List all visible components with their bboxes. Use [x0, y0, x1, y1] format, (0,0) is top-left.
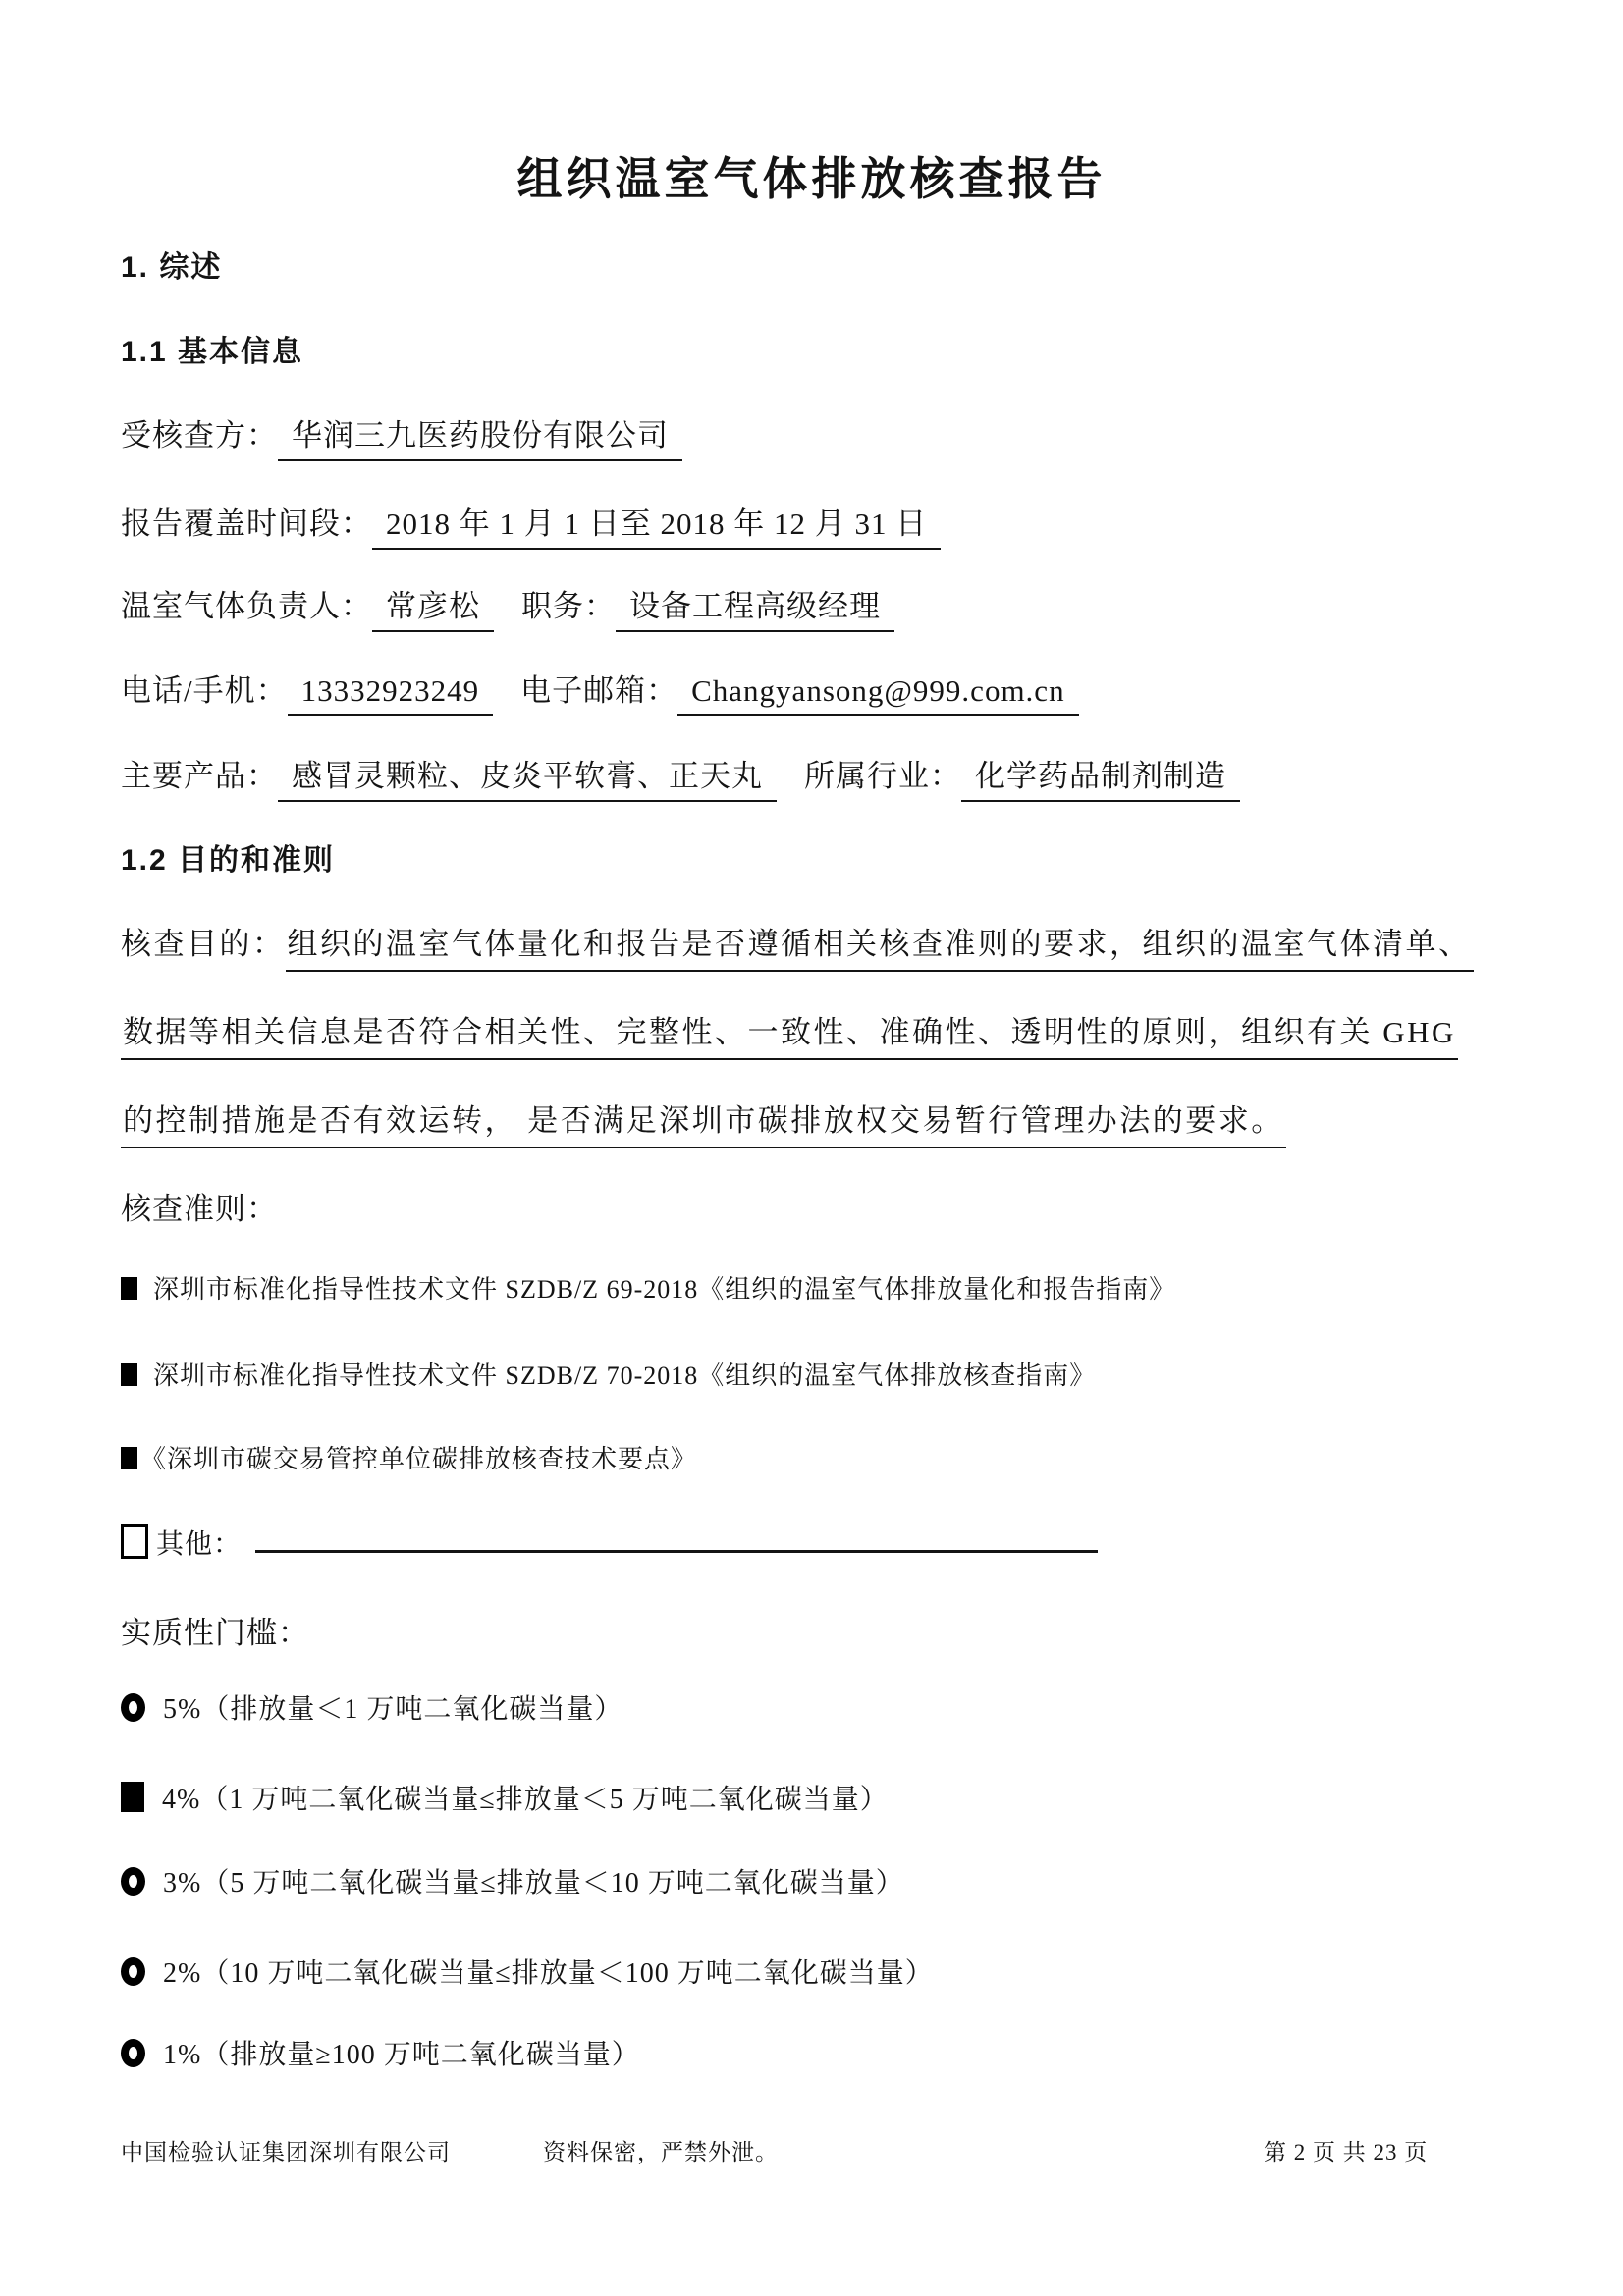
- ring-marker: [121, 2039, 145, 2067]
- email-label: 电子邮箱：: [520, 673, 678, 708]
- auditee-value: 华润三九医药股份有限公司: [278, 410, 682, 461]
- field-period: [121, 499, 941, 550]
- position-value: 设备工程高级经理: [616, 581, 894, 632]
- filled-square-marker: [121, 1447, 137, 1469]
- criteria-item-2: [121, 1356, 1096, 1392]
- purpose-line-1: [121, 919, 1474, 972]
- filled-square-marker: [121, 1277, 137, 1300]
- option-text: 1%（排放量≥100 万吨二氧化碳当量）: [163, 2040, 640, 2070]
- threshold-option-3: [121, 1861, 904, 1900]
- purpose-text-2: 数据等相关信息是否符合相关性、完整性、一致性、准确性、透明性的原则，组织有关 GHG: [121, 1007, 1458, 1060]
- ring-marker: [121, 1957, 145, 1986]
- option-text: 4%（1 万吨二氧化碳当量≤排放量＜5 万吨二氧化碳当量）: [162, 1785, 889, 1815]
- criteria-item-text: 深圳市标准化指导性技术文件 SZDB/Z 69-2018《组织的温室气体排放量化和报告指南》: [153, 1275, 1176, 1304]
- purpose-text-1: 组织的温室气体量化和报告是否遵循相关核查准则的要求，组织的温室气体清单、: [286, 919, 1474, 972]
- industry-label: 所属行业：: [804, 759, 961, 793]
- field-products-industry: [121, 751, 1240, 802]
- products-label: 主要产品：: [121, 759, 278, 793]
- products-value: 感冒灵颗粒、皮炎平软膏、正天丸: [278, 751, 777, 802]
- threshold-option-5: [121, 2033, 640, 2072]
- footer-confidential: 资料保密，严禁外泄。: [543, 2140, 779, 2164]
- option-text: 3%（5 万吨二氧化碳当量≤排放量＜10 万吨二氧化碳当量）: [163, 1868, 904, 1898]
- criteria-label: 核查准则：: [121, 1192, 278, 1226]
- period-value: 2018 年 1 月 1 日至 2018 年 12 月 31 日: [372, 499, 941, 550]
- period-label: 报告覆盖时间段：: [121, 507, 372, 541]
- purpose-label: 核查目的：: [121, 927, 286, 961]
- empty-checkbox-marker: [121, 1524, 148, 1559]
- field-ghg-person: [121, 581, 894, 632]
- email-value: Changyansong@999.com.cn: [677, 673, 1078, 716]
- ghg-person-label: 温室气体负责人：: [121, 589, 372, 623]
- purpose-text-3: 的控制措施是否有效运转， 是否满足深圳市碳排放权交易暂行管理办法的要求。: [121, 1095, 1286, 1148]
- criteria-item-3: [121, 1439, 697, 1475]
- heading-purpose-criteria: 1.2 目的和准则: [121, 844, 336, 877]
- threshold-option-1: [121, 1687, 622, 1727]
- criteria-item-1: [121, 1269, 1175, 1306]
- field-auditee: [121, 410, 682, 461]
- auditee-label: 受核查方：: [121, 418, 278, 453]
- criteria-item-text: 《深圳市碳交易管控单位碳排放核查技术要点》: [140, 1445, 698, 1473]
- ring-marker: [121, 1693, 145, 1722]
- footer-page-number: 第 2 页 共 23 页: [1264, 2140, 1429, 2164]
- ring-marker: [121, 1867, 145, 1896]
- heading-basic-info: 1.1 基本信息: [121, 336, 304, 368]
- ghg-person-value: 常彦松: [372, 581, 494, 632]
- document-title: 组织温室气体排放核查报告: [516, 153, 1107, 204]
- criteria-other-row: [121, 1517, 1098, 1562]
- purpose-line-3: [121, 1095, 1286, 1148]
- position-label: 职务：: [521, 589, 616, 623]
- heading-overview: 1. 综述: [121, 251, 223, 284]
- other-label: 其他：: [156, 1529, 243, 1560]
- other-blank-line: [255, 1517, 1098, 1553]
- purpose-line-2: [121, 1007, 1458, 1060]
- industry-value: 化学药品制剂制造: [961, 751, 1240, 802]
- threshold-label: 实质性门槛：: [121, 1616, 309, 1650]
- threshold-option-2: [121, 1778, 889, 1817]
- filled-square-marker: [121, 1782, 144, 1812]
- criteria-item-text: 深圳市标准化指导性技术文件 SZDB/Z 70-2018《组织的温室气体排放核查指南》: [153, 1362, 1097, 1390]
- filled-square-marker: [121, 1363, 137, 1386]
- phone-value: 13332923249: [288, 673, 494, 716]
- option-text: 2%（10 万吨二氧化碳当量≤排放量＜100 万吨二氧化碳当量）: [163, 1958, 934, 1989]
- threshold-option-4: [121, 1951, 934, 1991]
- footer-company: 中国检验认证集团深圳有限公司: [121, 2140, 451, 2164]
- phone-label: 电话/手机：: [121, 673, 288, 708]
- option-text: 5%（排放量＜1 万吨二氧化碳当量）: [163, 1694, 623, 1725]
- field-phone-email: [121, 666, 1079, 716]
